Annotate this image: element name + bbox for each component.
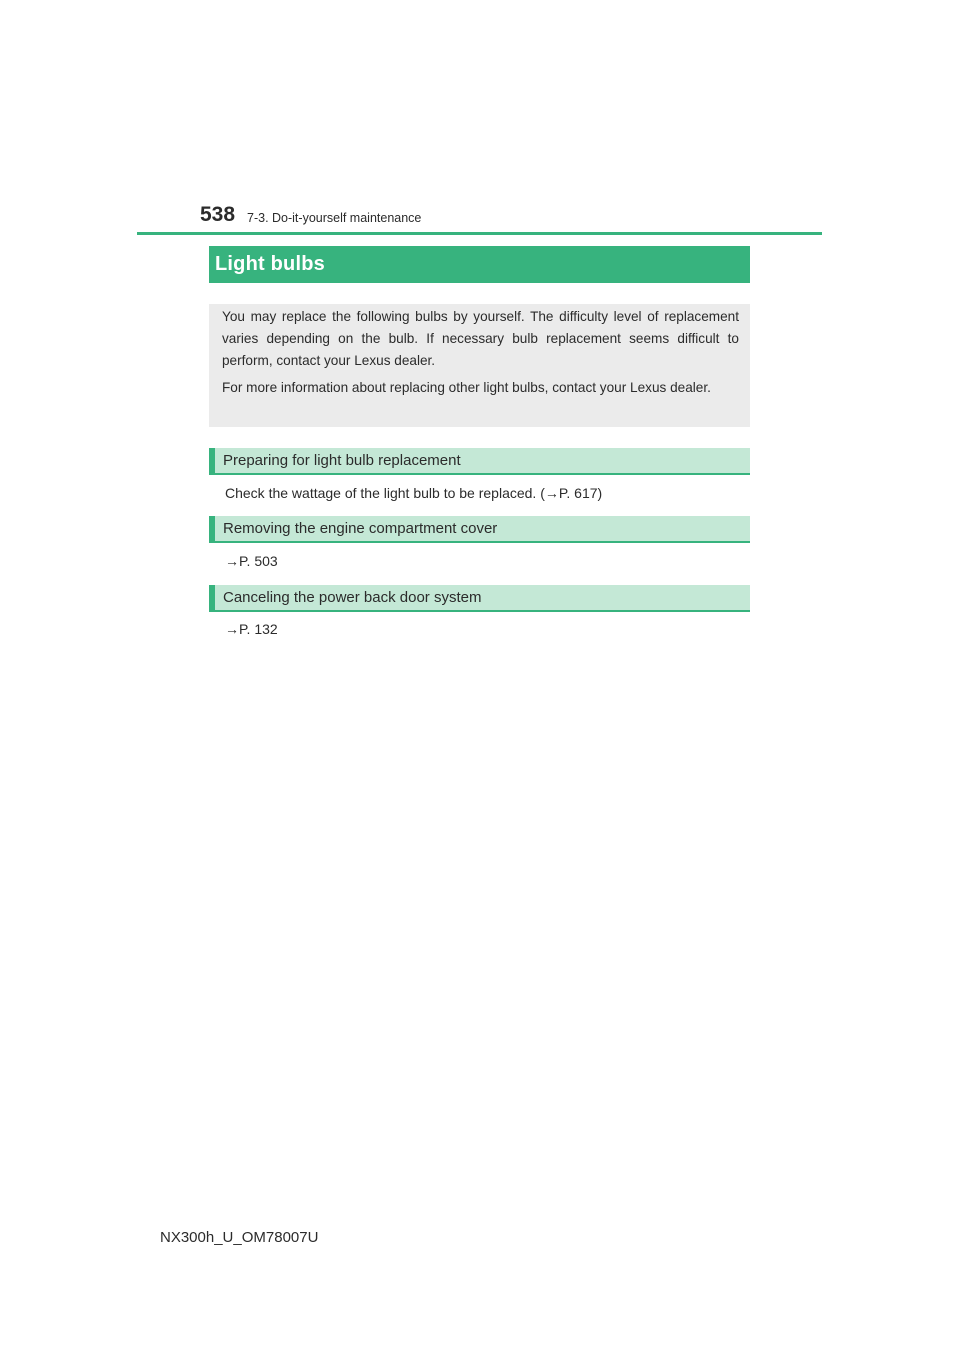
header-rule bbox=[137, 232, 822, 235]
subhead-label: Preparing for light bulb replacement bbox=[223, 452, 461, 469]
section-label: 7-3. Do-it-yourself maintenance bbox=[247, 211, 422, 225]
footer-code: NX300h_U_OM78007U bbox=[160, 1229, 319, 1246]
title-bar bbox=[209, 246, 750, 283]
page-number: 538 bbox=[200, 203, 236, 226]
subhead-engine-cover bbox=[209, 516, 750, 543]
intro-paragraph: For more information about replacing other light bulbs, contact your Lexus dealer. bbox=[222, 380, 711, 395]
intro-paragraph: You may replace the following bulbs by yourself. The difficulty level of replacement varies depending on the bulb. If necessary bulb replacement seems difficult to perform, contact your Lexus dealer. bbox=[222, 309, 739, 368]
body-text-power-back-door: →P. 132 bbox=[225, 621, 278, 637]
body-text-engine-cover: →P. 503 bbox=[225, 553, 278, 569]
subhead-power-back-door bbox=[209, 585, 750, 612]
subhead-preparing bbox=[209, 448, 750, 475]
subhead-label: Canceling the power back door system bbox=[223, 589, 482, 606]
intro-box bbox=[209, 304, 750, 427]
subhead-label: Removing the engine compartment cover bbox=[223, 520, 498, 537]
body-text-preparing: Check the wattage of the light bulb to be replaced. (→P. 617) bbox=[225, 485, 603, 501]
page-title: Light bulbs bbox=[215, 253, 325, 275]
